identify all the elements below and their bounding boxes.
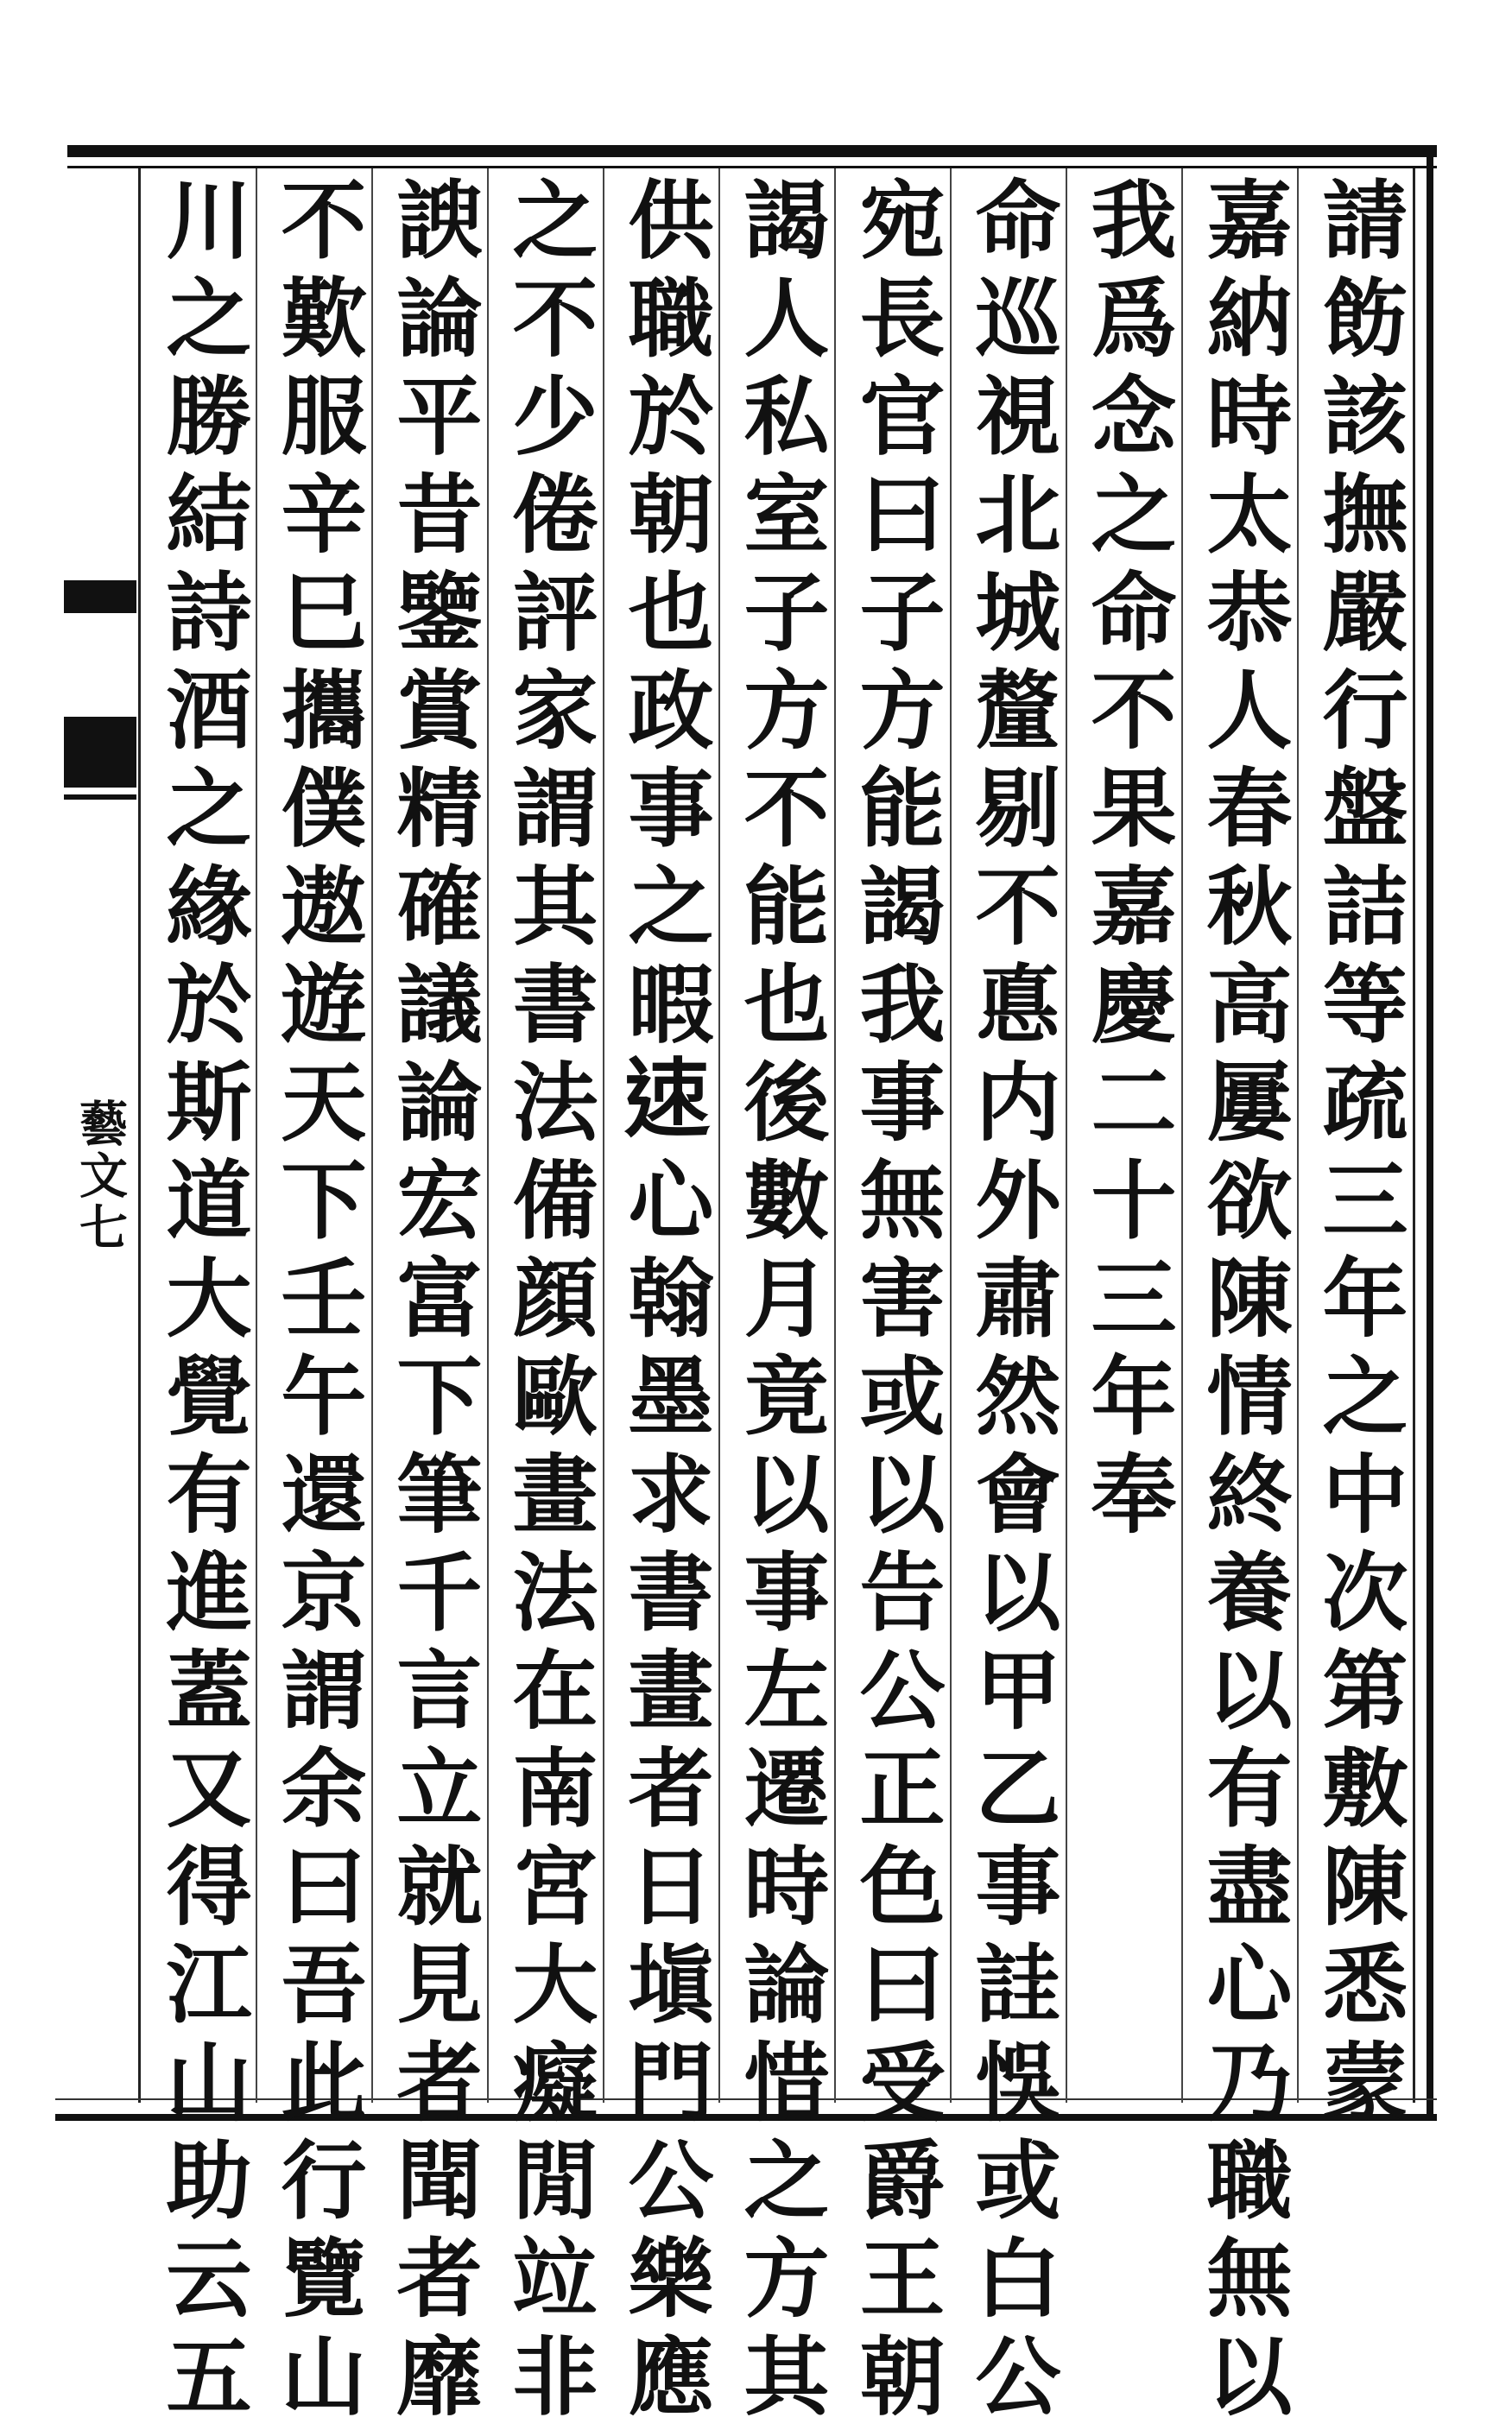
frame-top-rule [67,145,1437,157]
column-divider [487,168,489,2103]
column-text: 命巡視北城釐剔不悳内外肅然會以甲乙事詿悞或白公 [961,175,1061,2430]
column-text: 諛論平昔鑒賞精確議論宏富下筆千言立就見者聞者靡 [383,175,483,2430]
text-column-4 [950,168,1066,2430]
text-column-6 [718,168,834,2430]
column-divider [371,168,373,2103]
text-column-2 [1181,168,1297,2430]
column-divider [1066,168,1067,2103]
column-text: 之不少倦評家謂其書法備顔歐畫法在南宮大癡閒竝非 [498,175,598,2430]
column-divider [256,168,257,2103]
text-column-7 [603,168,718,2430]
column-divider [1181,168,1183,2103]
margin-section-label: 藝文七 [72,1098,129,1254]
column-text: 不歎服辛巳攜僕遨遊天下壬午還京謂余曰吾此行覽山 [267,175,367,2430]
frame-right-rule [1427,145,1433,2121]
column-text: 供職於朝也政事之暇𨒪心翰墨求書畫者日塡門公樂應 [614,175,714,2430]
column-text: 請飭該撫嚴行盤詰等疏三年之中次第敷陳悉蒙 [1308,175,1408,2136]
text-column-8 [487,168,603,2430]
fish-tail-mark [64,580,136,613]
fish-tail-block [64,717,136,788]
text-column-11 [141,168,256,2430]
margin-strip [55,157,138,2100]
column-text: 川之勝結詩酒之緣於斯道大覺有進蓋又得江山助云五 [152,175,252,2430]
text-column-5 [834,168,950,2430]
frame-right-thin-rule [1413,168,1415,2103]
column-text: 我爲念之命不果嘉慶二十三年奉 [1077,175,1177,1547]
column-text: 嘉納時太恭人春秋高屢欲陳情終養以有盡心乃職無以 [1193,175,1293,2430]
column-divider [1297,168,1299,2103]
column-divider [718,168,720,2103]
text-column-9 [371,168,487,2430]
column-divider [834,168,836,2103]
column-text: 宛長官曰子方能謁我事無害或以告公正色曰受爵王朝 [845,175,946,2430]
column-text: 謁人私室子方不能也後數月竟以事左遷時論惜之方其 [730,175,830,2430]
text-column-10 [256,168,371,2430]
text-columns [141,168,1413,2430]
column-divider [950,168,952,2103]
text-column-3 [1066,168,1181,2103]
fish-tail-line [64,794,136,800]
text-column-1 [1297,168,1413,2136]
column-divider [603,168,604,2103]
